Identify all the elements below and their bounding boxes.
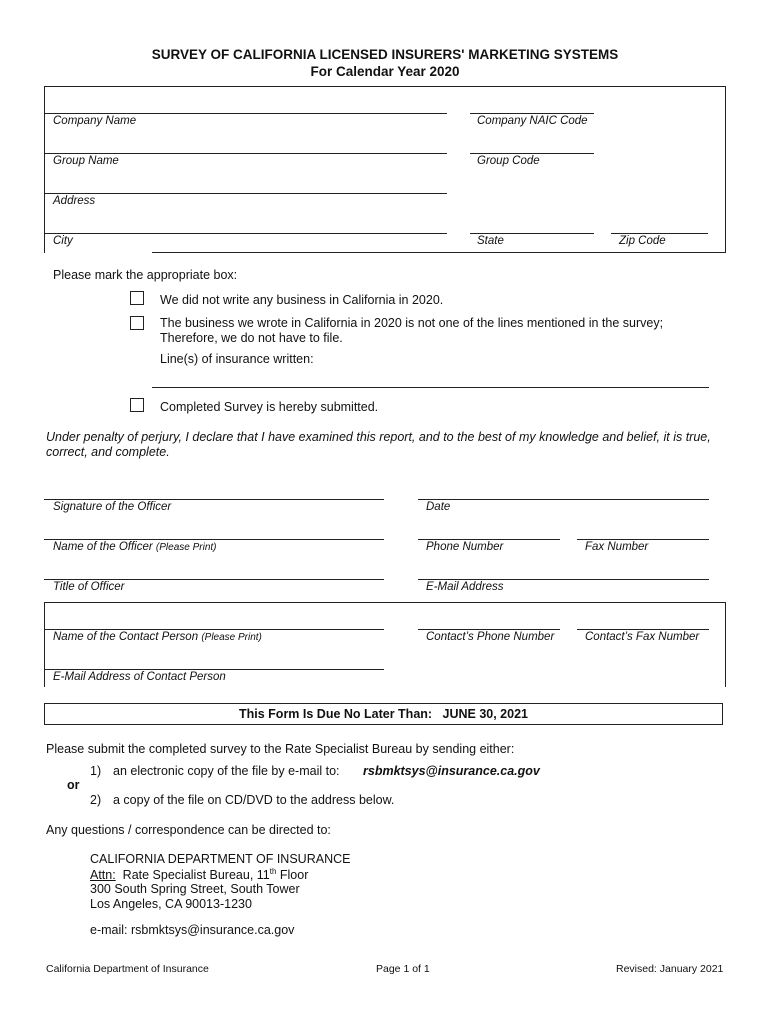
submit-item2-text: a copy of the file on CD/DVD to the address below. [113,793,395,807]
page-title: SURVEY OF CALIFORNIA LICENSED INSURERS' MARKETING SYSTEMS [151,47,619,62]
submit-item2-num: 2) [90,793,102,807]
company-box-left [44,86,45,253]
due-date-value: JUNE 30, 2021 [442,707,528,721]
contact-fax-label: Contact’s Fax Number [585,631,700,643]
signature-field[interactable] [44,499,384,500]
city-field[interactable] [44,233,447,234]
state-label: State [477,235,504,247]
address-label: Address [53,195,96,207]
group-code-label: Group Code [477,155,540,167]
survey-submitted-checkbox[interactable] [130,398,144,412]
address-attn: Attn: Rate Specialist Bureau, 11th Floor [90,867,309,883]
zip-label: Zip Code [619,235,666,247]
footer-revised: Revised: January 2021 [616,963,724,975]
naic-code-field[interactable] [470,113,594,114]
officer-title-label: Title of Officer [53,581,125,593]
address-street: 300 South Spring Street, South Tower [90,882,300,896]
contact-box-left [44,602,45,687]
submit-item1-num: 1) [90,764,102,778]
page-number: Page 1 of 1 [376,963,430,975]
group-name-field[interactable] [44,153,447,154]
officer-phone-label: Phone Number [426,541,504,553]
date-label: Date [426,501,451,513]
address-city: Los Angeles, CA 90013-1230 [90,897,252,911]
company-name-label: Company Name [53,115,137,127]
company-box-right [725,86,726,253]
company-name-field[interactable] [44,113,447,114]
not-applicable-checkbox[interactable] [130,316,144,330]
officer-name-field[interactable] [44,539,384,540]
no-business-checkbox[interactable] [130,291,144,305]
officer-phone-field[interactable] [418,539,560,540]
address-field[interactable] [44,193,447,194]
contact-email-label: E-Mail Address of Contact Person [53,671,226,683]
contact-box-right [725,602,726,687]
address-org: CALIFORNIA DEPARTMENT OF INSURANCE [90,852,351,866]
group-name-label: Group Name [53,155,119,167]
date-field[interactable] [418,499,709,500]
options-prompt: Please mark the appropriate box: [53,268,238,282]
contact-box-top [44,602,725,603]
officer-title-field[interactable] [44,579,384,580]
city-label: City [53,235,73,247]
due-date-label: This Form Is Due No Later Than: [239,707,433,721]
declaration-line-1: Under penalty of perjury, I declare that I have examined this report, and to the best of my knowledge and belief, it is true, [46,430,711,444]
address-email: e-mail: rsbmktsys@insurance.ca.gov [90,923,295,937]
lines-written-label: Line(s) of insurance written: [160,352,314,366]
officer-email-label: E-Mail Address [426,581,504,593]
officer-name-note: (Please Print) [155,542,217,553]
not-applicable-label-1: The business we wrote in California in 2020 is not one of the lines mentioned in the survey; [160,316,664,330]
contact-name-field[interactable] [44,629,384,630]
lines-written-field[interactable] [152,387,709,388]
declaration-line-2: correct, and complete. [46,445,170,459]
contact-fax-field[interactable] [577,629,709,630]
naic-code-label: Company NAIC Code [477,115,588,127]
submit-email-link[interactable]: rsbmktsys@insurance.ca.gov [363,764,540,778]
company-box-bottom [152,252,725,253]
officer-email-field[interactable] [418,579,709,580]
questions-text: Any questions / correspondence can be directed to: [46,823,331,837]
contact-name-label: Name of the Contact Person (Please Print) [53,631,262,643]
not-applicable-label-2: Therefore, we do not have to file. [160,331,343,345]
submit-intro: Please submit the completed survey to the Rate Specialist Bureau by sending either: [46,742,515,756]
contact-email-field[interactable] [44,669,384,670]
signature-label: Signature of the Officer [53,501,172,513]
officer-name-label: Name of the Officer (Please Print) [53,541,217,553]
company-box-top [44,86,725,87]
officer-fax-label: Fax Number [585,541,649,553]
contact-name-note: (Please Print) [201,632,262,643]
page-subtitle: For Calendar Year 2020 [310,64,460,79]
contact-phone-label: Contact’s Phone Number [426,631,555,643]
footer-left: California Department of Insurance [46,963,209,975]
officer-fax-field[interactable] [577,539,709,540]
submit-or: or [67,778,80,792]
no-business-label: We did not write any business in California in 2020. [160,293,444,307]
submit-item1-text: an electronic copy of the file by e-mail to: [113,764,340,778]
survey-submitted-label: Completed Survey is hereby submitted. [160,400,379,414]
contact-phone-field[interactable] [418,629,560,630]
group-code-field[interactable] [470,153,594,154]
due-date-box [44,703,723,725]
attn-label: Attn: [90,868,116,883]
state-field[interactable] [470,233,594,234]
zip-field[interactable] [611,233,708,234]
